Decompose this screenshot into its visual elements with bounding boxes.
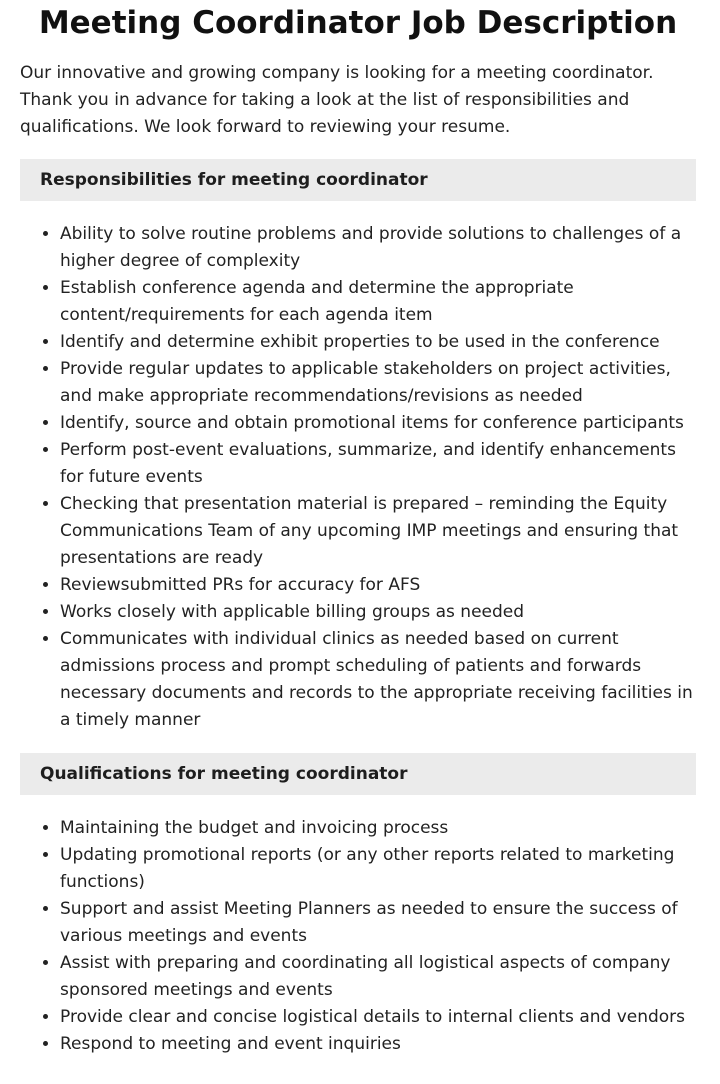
- responsibilities-heading: Responsibilities for meeting coordinator: [20, 159, 696, 201]
- qualifications-list: [20, 815, 696, 1058]
- intro-paragraph: Our innovative and growing company is looking for a meeting coordinator. Thank you in advance for taking a look at the list of responsibilities and qualifications. We look forward to reviewing your resume.: [20, 63, 654, 137]
- list-item: • Assist with preparing and coordinating all logistical aspects of company sponsored meetings and events: [60, 950, 696, 1004]
- list-item: • Works closely with applicable billing groups as needed: [60, 599, 696, 626]
- list-item: • Identify, source and obtain promotional items for conference participants: [60, 410, 696, 437]
- qualifications-heading: Qualifications for meeting coordinator: [20, 753, 696, 795]
- list-item: • Reviewsubmitted PRs for accuracy for AFS: [60, 572, 696, 599]
- list-item: • Checking that presentation material is prepared – reminding the Equity Communications Team of any upcoming IMP meetings and ensuring that presentations are ready: [60, 491, 696, 572]
- list-item: • Updating promotional reports (or any other reports related to marketing functions): [60, 842, 696, 896]
- responsibilities-list: [20, 221, 696, 734]
- list-item: • Perform post-event evaluations, summarize, and identify enhancements for future events: [60, 437, 696, 491]
- page-title: Meeting Coordinator Job Description: [38, 5, 678, 41]
- list-item: • Identify and determine exhibit properties to be used in the conference: [60, 329, 696, 356]
- list-item: • Provide clear and concise logistical details to internal clients and vendors: [60, 1004, 696, 1031]
- list-item: • Ability to solve routine problems and provide solutions to challenges of a higher degree of complexity: [60, 221, 696, 275]
- list-item: • Support and assist Meeting Planners as needed to ensure the success of various meetings and events: [60, 896, 696, 950]
- list-item: • Respond to meeting and event inquiries: [60, 1031, 696, 1058]
- list-item: • Maintaining the budget and invoicing process: [60, 815, 696, 842]
- list-item: • Establish conference agenda and determine the appropriate content/requirements for each agenda item: [60, 275, 696, 329]
- list-item: • Communicates with individual clinics as needed based on current admissions process and prompt scheduling of patients and forwards necessary documents and records to the appropriate receiving facilities in a timely manner: [60, 626, 696, 734]
- list-item: • Provide regular updates to applicable stakeholders on project activities, and make appropriate recommendations/revisions as needed: [60, 356, 696, 410]
